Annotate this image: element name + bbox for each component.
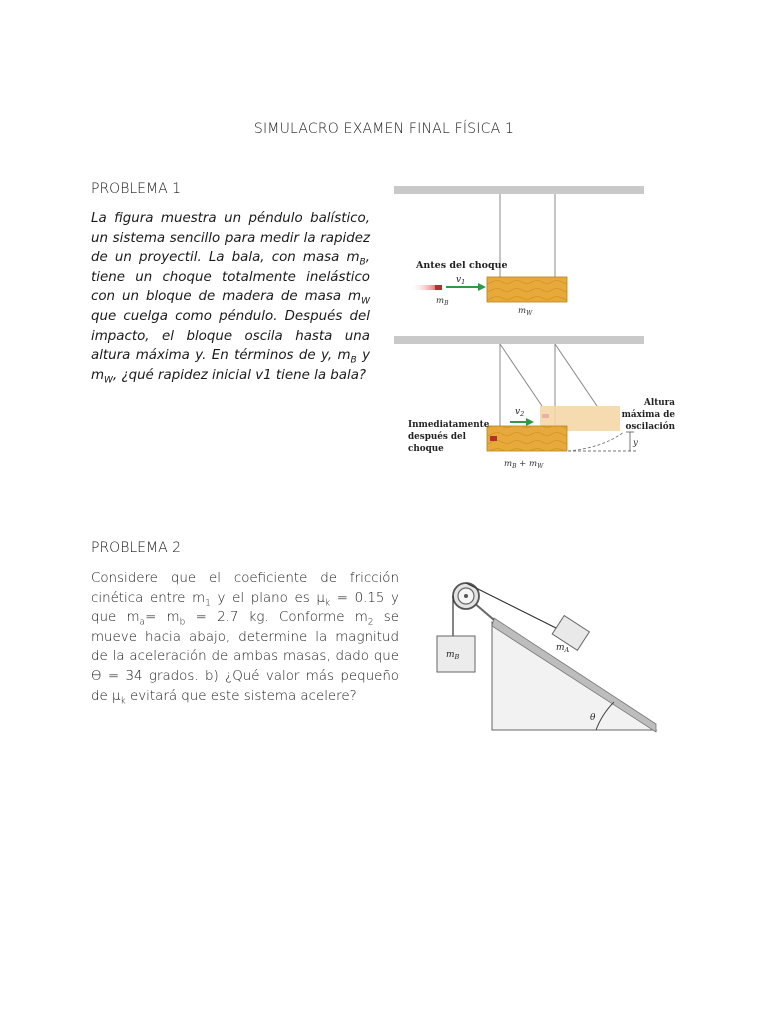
before-label: Antes del choque <box>416 260 508 271</box>
mB-plus-mW-label: $m_B + m_W$ <box>504 459 544 470</box>
ceiling-bar-top <box>394 186 644 194</box>
after-label-line1: Inmediatamente <box>408 420 490 430</box>
mB-label-top: $m_B$ <box>436 296 449 307</box>
ballistic-pendulum-figure <box>392 182 675 472</box>
height-label-line2: máxima de <box>621 410 675 420</box>
wood-block-before <box>487 277 567 302</box>
problem2-text: Considere que el coeficiente de fricción cinética entre $m_1$ y el plano es $\mu_k = 0.15$ y que $m_a= m_b = 2.7$ kg. Conforme $m_2$ se mueve hacia abajo, determine la magnitud de la aceleración de ambas masas, dado que ϴ = 34 grados. b) ¿Qué valor más pequeño de $\mu_k$ evitará que este sistema acelere? <box>91 571 399 707</box>
mW-label-top: $m_W$ <box>518 306 533 317</box>
v1-label: $v_1$ <box>456 275 466 286</box>
page-title: SIMULACRO EXAMEN FINAL FÍSICA 1 <box>253 121 515 137</box>
bullet-ghost <box>542 414 549 418</box>
problem1-heading: PROBLEMA 1 <box>91 181 182 197</box>
theta-label: θ <box>590 713 596 723</box>
bullet-trail <box>410 285 438 290</box>
mB-label: $m_B$ <box>446 650 460 661</box>
pulley-axle <box>464 594 468 598</box>
bullet-embedded <box>490 436 497 441</box>
velocity-arrowhead-v1 <box>478 283 486 291</box>
y-label: y <box>633 438 638 448</box>
incline-pulley-figure <box>430 574 662 734</box>
swing-arc <box>568 432 624 451</box>
string-left-swung <box>500 344 542 406</box>
ceiling-bar-bottom <box>394 336 644 344</box>
problem2-heading: PROBLEMA 2 <box>91 540 182 556</box>
problem1-text: La figura muestra un péndulo balístico, un sistema sencillo para medir la rapidez de un proyectil. La bala, con masa $m_B$, tiene un choque totalmente inelástico con un bloque de madera de masa $m_W$ que cuelga como péndulo. Después del impacto, el bloque oscila hasta una altura máxima y. En términos de y, $m_B$ y $m_W$, ¿qué rapidez inicial v1 tiene la bala? <box>91 211 370 386</box>
velocity-arrowhead-v2 <box>526 418 534 426</box>
after-label-line3: choque <box>408 444 444 454</box>
mA-label: $m_A$ <box>556 643 570 654</box>
string-right-swung <box>555 344 597 406</box>
v2-label: $v_2$ <box>515 407 525 418</box>
wood-block-after <box>487 426 567 451</box>
height-label-line3: oscilación <box>625 422 675 432</box>
bullet-before <box>435 285 442 290</box>
after-label-line2: después del <box>408 432 466 442</box>
height-label-line1: Altura <box>644 398 675 408</box>
